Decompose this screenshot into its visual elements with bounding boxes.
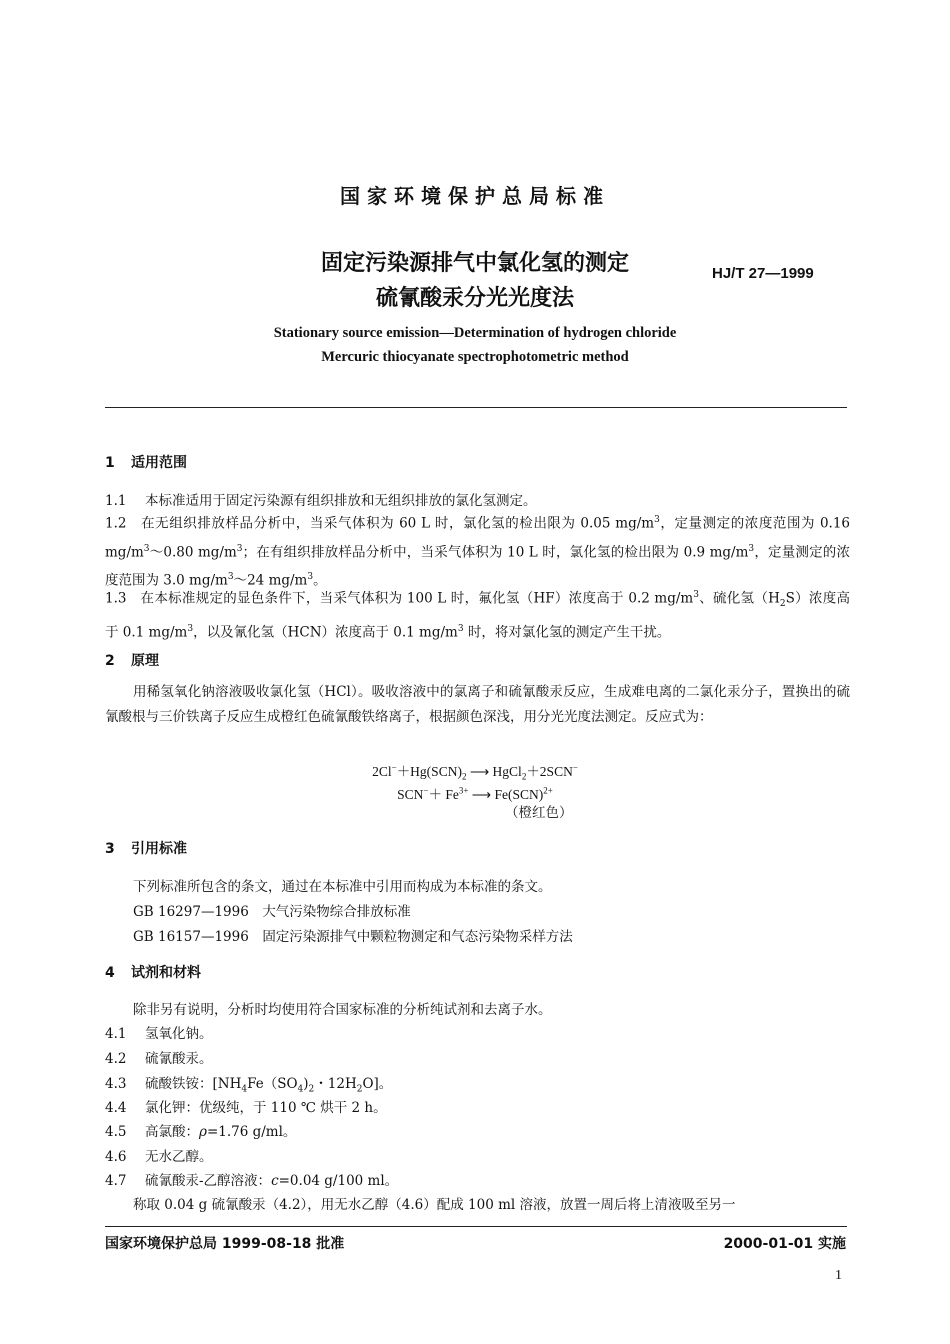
reference-item: GB 16157—1996 固定污染源排气中颗粒物测定和气态污染物采样方法 — [133, 929, 573, 945]
clause-4-2: 4.2 硫氰酸汞。 — [105, 1051, 213, 1067]
top-divider — [105, 407, 847, 408]
clause-1-2: 1.2 在无组织排放样品分析中，当采气体积为 60 L 时，氯化氢的检出限为 0.05 $mg/m^3$，定量测定的浓度范围为 0.16 $mg/m^3\sim 0.80$ $mg/m^3$；在有组织排放样品分析中，当采气体积为 10 L 时，氯化氢的检出限为 0.9 $mg/m^3$，定量测定的浓度范围为 3.0 $mg/m^3\sim 24$ $mg/m^3$。 — [105, 515, 850, 589]
section-heading-4: 4 试剂和材料 — [105, 965, 201, 981]
reference-intro: 下列标准所包含的条文，通过在本标准中引用而构成为本标准的条文。 — [133, 879, 552, 895]
issuing-authority: 国家环境保护总局标准 — [340, 184, 610, 208]
principle-paragraph: 用稀氢氧化钠溶液吸收氯化氢（HCl）。吸收溶液中的氯离子和硫氰酸汞反应，生成难电离的二氯化汞分子，置换出的硫氰酸根与三价铁离子反应生成橙红色硫氰酸铁络离子，根据颜色深浅，用分光光度法测定。反应式为： — [105, 684, 850, 725]
title-en-line-1: Stationary source emission—Determination of hydrogen chloride — [273, 325, 677, 341]
approval-date: 国家环境保护总局 1999-08-18 批准 — [105, 1236, 345, 1252]
page-number: 1 — [835, 1268, 842, 1283]
clause-1-3: 1.3 在本标准规定的显色条件下，当采气体积为 100 L 时，氟化氢（HF）浓度高于 0.2 $mg/m^3$、硫化氢$(H_2S)$浓度高于 0.1 $mg/m^3$，以及氰化氢（HCN）浓度高于 0.1 $mg/m^3$ 时，将对氯化氢的测定产生干扰。 — [105, 590, 850, 641]
clause-4-7-body: 称取 0.04 g 硫氰酸汞（4.2），用无水乙醇（4.6）配成 100 ml 溶液，放置一周后将上清液吸至另一 — [133, 1197, 736, 1213]
title-zh-line-2: 硫氰酸汞分光光度法 — [375, 286, 574, 311]
section-heading-3: 3 引用标准 — [105, 841, 187, 857]
reagent-intro: 除非另有说明，分析时均使用符合国家标准的分析纯试剂和去离子水。 — [133, 1002, 552, 1018]
reaction-equation-2: $SCN^-+ Fe^{3+}$ ⟶ Fe(SCN)$^{2+}$ — [397, 785, 553, 802]
clause-4-6: 4.6 无水乙醇。 — [105, 1149, 213, 1165]
clause-4-5: 4.5 高氯酸：ρ=1.76 g/ml。 — [105, 1124, 297, 1140]
effective-date: 2000-01-01 实施 — [723, 1236, 846, 1252]
section-heading-1: 1 适用范围 — [105, 455, 187, 471]
clause-4-7: 4.7 硫氰酸汞-乙醇溶液：c=0.04 g/100 ml。 — [105, 1173, 399, 1189]
reference-item: GB 16297—1996 大气污染物综合排放标准 — [133, 904, 411, 920]
reaction-equation-1: $2Cl^-+Hg(SCN)_2$ ⟶ HgCl$_2$＋2SCN− — [372, 762, 578, 782]
clause-4-4: 4.4 氯化钾：优级纯，于 110 ℃ 烘干 2 h。 — [105, 1100, 387, 1116]
bottom-divider — [105, 1226, 847, 1227]
clause-4-3: 4.3 硫酸铁铵：[$NH_4Fe(SO_4)_2$・$12H_2O$]。 — [105, 1076, 393, 1095]
section-heading-2: 2 原理 — [105, 653, 159, 669]
title-en-line-2: Mercuric thiocyanate spectrophotometric method — [321, 349, 629, 365]
clause-1-1: 1.1 本标准适用于固定污染源有组织排放和无组织排放的氯化氢测定。 — [105, 493, 537, 509]
title-zh-line-1: 固定污染源排气中氯化氢的测定 — [320, 251, 629, 276]
reaction-color-note: （橙红色） — [505, 805, 573, 821]
standard-number: HJ/T 27—1999 — [712, 265, 814, 282]
clause-4-1: 4.1 氢氧化钠。 — [105, 1026, 213, 1042]
